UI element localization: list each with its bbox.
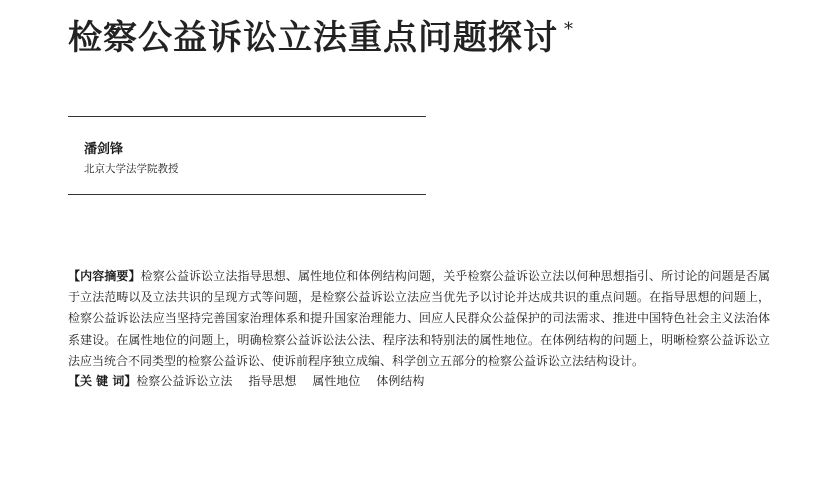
bottom-divider xyxy=(68,194,426,195)
abstract-paragraph xyxy=(68,266,770,372)
keyword: 指导思想 xyxy=(248,374,297,389)
keywords-line xyxy=(68,371,770,392)
keyword: 属性地位 xyxy=(312,374,361,389)
abstract-text: 检察公益诉讼立法指导思想、属性地位和体例结构问题，关乎检察公益诉讼立法以何种思想指引、所讨论的问题是否属于立法范畴以及立法共识的呈现方式等问题，是检察公益诉讼立法应当优先予以讨论并达成共识的重点问题。在指导思想的问题上，检察公益诉讼法应当坚持完善国家治理体系和提升国家治理能力、回应人民群众公益保护的司法需求、推进中国特色社会主义法治体系建设。在属性地位的问题上，明确检察公益诉讼法公法、程序法和特别法的属性地位。在体例结构的问题上，明晰检察公益诉讼立法应当统合不同类型的检察公益诉讼、使诉前程序独立成编、科学创立五部分的检察公益诉讼立法结构设计。 xyxy=(68,269,770,368)
keyword: 体例结构 xyxy=(376,374,425,389)
keyword: 检察公益诉讼立法 xyxy=(136,374,233,389)
abstract-block xyxy=(68,266,770,392)
paper-title-text: 检察公益诉讼立法重点问题探讨 xyxy=(68,18,558,58)
top-divider xyxy=(68,116,426,117)
keywords-label: 【关 键 词】 xyxy=(68,374,137,389)
title-footnote-mark: * xyxy=(564,19,574,40)
author-affiliation: 北京大学法学院教授 xyxy=(84,163,179,175)
paper-title xyxy=(68,10,574,59)
author-name: 潘剑锋 xyxy=(84,142,124,157)
abstract-label: 【内容摘要】 xyxy=(68,269,141,283)
